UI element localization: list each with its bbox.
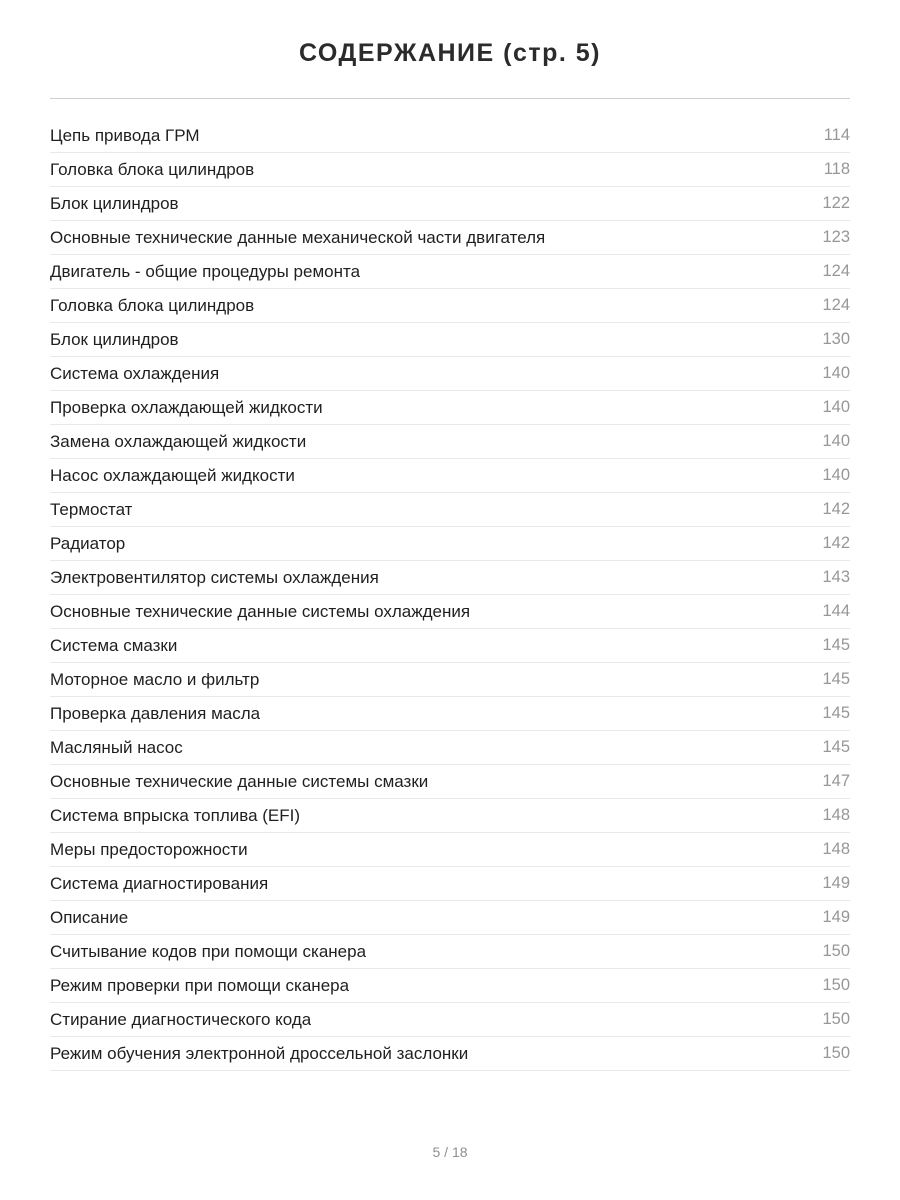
page-indicator: 5 / 18: [432, 1144, 468, 1160]
toc-row[interactable]: [50, 289, 850, 323]
toc-row[interactable]: [50, 153, 850, 187]
toc-item-page: 130: [822, 330, 850, 348]
toc-row[interactable]: [50, 663, 850, 697]
toc-row[interactable]: [50, 459, 850, 493]
toc-row[interactable]: [50, 119, 850, 153]
toc-row[interactable]: [50, 901, 850, 935]
toc-row[interactable]: [50, 969, 850, 1003]
toc-item-label: Блок цилиндров: [50, 193, 179, 213]
toc-item-page: 149: [822, 874, 850, 892]
toc-item-page: 145: [822, 704, 850, 722]
toc-item-label: Головка блока цилиндров: [50, 295, 255, 315]
page-title: СОДЕРЖАНИЕ (стр. 5): [298, 39, 602, 67]
toc-item-page: 140: [822, 432, 850, 450]
toc-item-label: Система впрыска топлива (EFI): [50, 805, 301, 825]
toc-row[interactable]: [50, 527, 850, 561]
toc-item-label: Замена охлаждающей жидкости: [50, 431, 307, 451]
toc-row[interactable]: [50, 799, 850, 833]
toc-item-label: Электровентилятор системы охлаждения: [50, 567, 379, 587]
toc-row[interactable]: [50, 187, 850, 221]
toc-item-page: 124: [822, 296, 850, 314]
toc-item-page: 147: [822, 772, 850, 790]
toc-item-page: 124: [822, 262, 850, 280]
toc-item-label: Основные технические данные системы охлаждения: [50, 601, 471, 621]
toc-item-label: Режим проверки при помощи сканера: [50, 975, 350, 995]
toc-item-label: Система диагностирования: [50, 873, 269, 893]
toc-item-label: Система охлаждения: [50, 363, 220, 383]
toc-row[interactable]: [50, 731, 850, 765]
toc-item-label: Моторное масло и фильтр: [50, 669, 260, 689]
toc-row[interactable]: [50, 357, 850, 391]
toc-item-page: 142: [822, 534, 850, 552]
toc-item-page: 142: [822, 500, 850, 518]
toc-row[interactable]: [50, 1003, 850, 1037]
toc-item-label: Насос охлаждающей жидкости: [50, 465, 295, 485]
toc-list: [50, 119, 850, 1071]
toc-item-page: 150: [822, 1010, 850, 1028]
toc-item-label: Головка блока цилиндров: [50, 159, 255, 179]
toc-item-page: 143: [822, 568, 850, 586]
toc-item-page: 123: [822, 228, 850, 246]
toc-item-label: Основные технические данные механической части двигателя: [50, 227, 546, 247]
toc-row[interactable]: [50, 765, 850, 799]
toc-row[interactable]: [50, 391, 850, 425]
toc-item-page: 145: [822, 636, 850, 654]
toc-row[interactable]: [50, 255, 850, 289]
toc-item-page: 150: [822, 1044, 850, 1062]
toc-row[interactable]: [50, 221, 850, 255]
toc-item-label: Двигатель - общие процедуры ремонта: [50, 261, 361, 281]
toc-item-label: Режим обучения электронной дроссельной заслонки: [50, 1043, 469, 1063]
toc-item-label: Проверка охлаждающей жидкости: [50, 397, 323, 417]
toc-row[interactable]: [50, 493, 850, 527]
toc-item-label: Считывание кодов при помощи сканера: [50, 941, 367, 961]
toc-row[interactable]: [50, 561, 850, 595]
toc-row[interactable]: [50, 935, 850, 969]
toc-item-page: 150: [822, 942, 850, 960]
toc-item-page: 150: [822, 976, 850, 994]
toc-item-page: 148: [822, 806, 850, 824]
toc-item-label: Термостат: [50, 499, 133, 519]
toc-item-label: Система смазки: [50, 635, 178, 655]
toc-item-page: 145: [822, 738, 850, 756]
toc-row[interactable]: [50, 425, 850, 459]
toc-item-page: 149: [822, 908, 850, 926]
toc-row[interactable]: [50, 629, 850, 663]
toc-item-page: 140: [822, 364, 850, 382]
toc-row[interactable]: [50, 1037, 850, 1071]
toc-item-label: Описание: [50, 907, 129, 927]
toc-item-page: 140: [822, 398, 850, 416]
toc-item-label: Блок цилиндров: [50, 329, 179, 349]
toc-item-page: 148: [822, 840, 850, 858]
toc-row[interactable]: [50, 697, 850, 731]
toc-item-page: 140: [822, 466, 850, 484]
toc-item-label: Меры предосторожности: [50, 839, 248, 859]
toc-item-page: 114: [823, 126, 850, 144]
toc-item-page: 144: [822, 602, 850, 620]
toc-item-label: Масляный насос: [50, 737, 183, 757]
toc-row[interactable]: [50, 323, 850, 357]
toc-row[interactable]: [50, 595, 850, 629]
toc-item-label: Цепь привода ГРМ: [50, 125, 200, 145]
toc-item-label: Проверка давления масла: [50, 703, 261, 723]
toc-item-page: 122: [822, 194, 850, 212]
toc-item-label: Стирание диагностического кода: [50, 1009, 312, 1029]
toc-item-label: Радиатор: [50, 533, 126, 553]
header-divider: [50, 98, 850, 99]
toc-row[interactable]: [50, 833, 850, 867]
toc-row[interactable]: [50, 867, 850, 901]
toc-item-page: 118: [823, 160, 850, 178]
toc-item-page: 145: [822, 670, 850, 688]
toc-item-label: Основные технические данные системы смазки: [50, 771, 429, 791]
